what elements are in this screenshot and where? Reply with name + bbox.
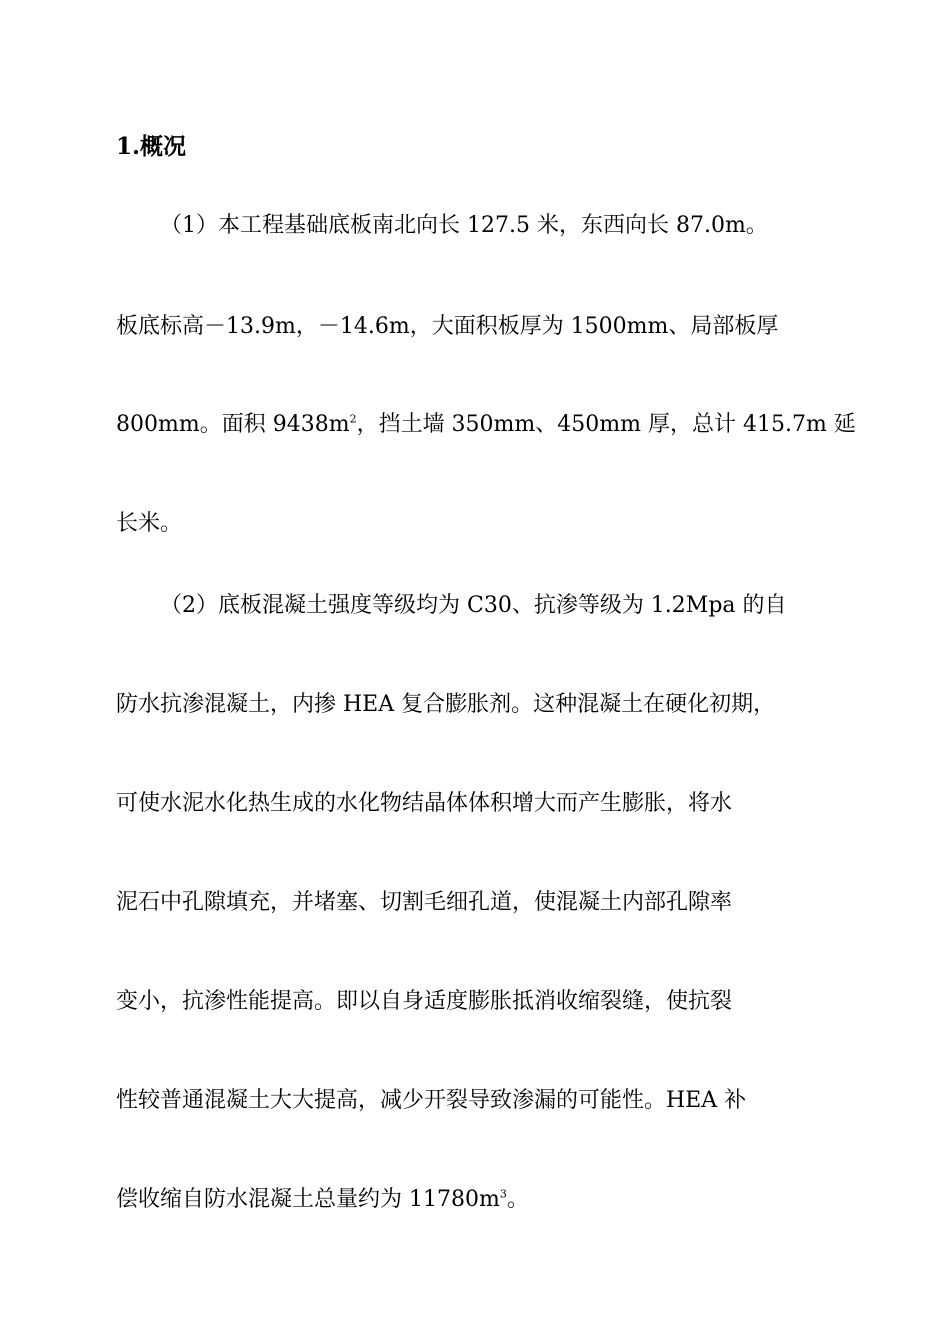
paragraph-1-line-2: 板底标高－13.9m，－14.6m，大面积板厚为 1500mm、局部板厚 xyxy=(116,314,779,339)
paragraph-1-line-4: 长米。 xyxy=(116,511,183,536)
paragraph-2-line-7-text-a: 偿收缩自防水混凝土总量约为 11780m xyxy=(116,1187,500,1212)
paragraph-2-line-5: 变小，抗渗性能提高。即以自身适度膨胀抵消收缩裂缝，使抗裂 xyxy=(116,989,733,1014)
paragraph-1-line-3-text-b: ，挡土墙 350mm、450mm 厚，总计 415.7m 延 xyxy=(356,412,856,437)
paragraph-1-line-3-text-a: 800mm。面积 9438m xyxy=(116,412,350,437)
paragraph-1-line-1: （1）本工程基础底板南北向长 127.5 米，东西向长 87.0m。 xyxy=(160,213,768,238)
paragraph-2-line-3: 可使水泥水化热生成的水化物结晶体体积增大而产生膨胀，将水 xyxy=(116,791,733,816)
paragraph-2-line-6: 性较普通混凝土大大提高，减少开裂导致渗漏的可能性。HEA 补 xyxy=(116,1088,747,1113)
paragraph-2-line-4: 泥石中孔隙填充，并堵塞、切割毛细孔道，使混凝土内部孔隙率 xyxy=(116,890,733,915)
paragraph-2-line-7-text-b: 。 xyxy=(506,1187,529,1212)
superscript-squared: 2 xyxy=(349,412,357,426)
superscript-cubed: 3 xyxy=(499,1187,507,1201)
paragraph-2-line-7 xyxy=(116,1184,529,1216)
section-heading: 1.概况 xyxy=(116,133,187,160)
paragraph-2-line-1: （2）底板混凝土强度等级均为 C30、抗渗等级为 1.2Mpa 的自 xyxy=(160,593,787,618)
paragraph-2-line-2: 防水抗渗混凝土，内掺 HEA 复合膨胀剂。这种混凝土在硬化初期， xyxy=(116,692,776,717)
paragraph-1-line-3 xyxy=(116,409,856,441)
